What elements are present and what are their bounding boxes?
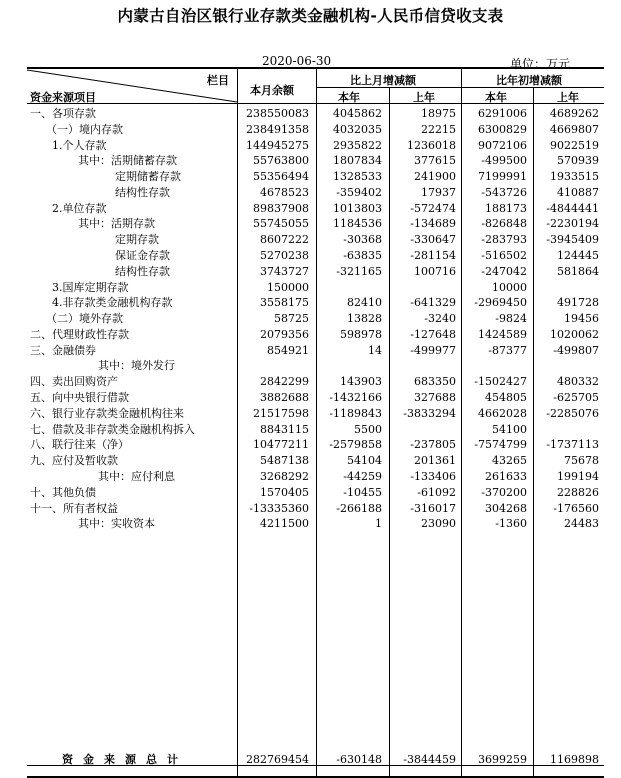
table-row [0,280,621,295]
row-label: 其中：实收资本 [78,517,155,531]
cell-ytd-this: -826848 [481,217,527,231]
cell-ytd-this: -370200 [481,485,527,499]
cell-mom-last: 377615 [414,154,456,168]
cell-ytd-this: -499500 [481,154,527,168]
table-row [0,264,621,279]
cell-ytd-this: 43265 [492,454,527,468]
cell-ytd-this: 7199991 [478,170,527,184]
header-vs-last-month: 比上月增减额 [350,74,416,87]
cell-ytd-last: 480332 [557,375,599,389]
row-label: 其中：活期存款 [78,217,155,231]
cell-mom-last: 327688 [414,391,456,405]
cell-balance: 21517598 [253,406,309,420]
header-mom-this-year: 本年 [338,91,360,104]
header-vs-year-start: 比年初增减额 [496,74,562,87]
table-row [0,437,621,452]
table-row [0,216,621,231]
cell-mom-last: 683350 [414,375,456,389]
cell-ytd-this: 188173 [485,201,527,215]
row-label: 十、其他负债 [30,485,96,499]
cell-ytd-last: 1933515 [550,170,599,184]
table-row [0,485,621,500]
cell-mom-last: -3240 [424,312,456,326]
cell-mom-this: -2579858 [329,438,382,452]
table-row [0,358,621,373]
table-row [0,422,621,437]
cell-ytd-this: -247042 [481,264,527,278]
row-label: 1.个人存款 [52,138,107,152]
row-label: （二）境外存款 [46,312,123,326]
row-label: 五、向中央银行借款 [30,391,129,405]
header-mom-last-year: 上年 [413,91,435,104]
cell-ytd-last: 19456 [564,312,599,326]
cell-mom-this: -30368 [343,233,382,247]
cell-mom-last: -61092 [417,485,456,499]
cell-mom-this: 1 [375,517,382,531]
cell-ytd-last: -499807 [553,343,599,357]
cell-mom-this: 54104 [347,454,382,468]
row-label: 十一、所有者权益 [30,501,118,515]
cell-balance: 8607222 [260,233,309,247]
cell-mom-last: -641329 [410,296,456,310]
cell-ytd-this: 261633 [485,469,527,483]
cell-mom-last: -281154 [410,249,456,263]
table-row [0,201,621,216]
cell-ytd-last: 24483 [564,517,599,531]
cell-ytd-last: 9022519 [550,138,599,152]
cell-balance: 5487138 [260,454,309,468]
cell-ytd-this: 454805 [485,391,527,405]
row-label: 其中：活期储蓄存款 [78,154,177,168]
cell-mom-last: -316017 [410,501,456,515]
cell-balance: 55356494 [253,170,309,184]
cell-mom-this: 4032035 [333,122,382,136]
cell-ytd-last: -2285076 [546,406,599,420]
cell-mom-this: 82410 [347,296,382,310]
row-label: 2.单位存款 [52,201,107,215]
cell-balance: 58725 [274,312,309,326]
cell-balance: 150000 [267,280,309,294]
cell-ytd-last: 1020062 [550,327,599,341]
header-ytd-this-year: 本年 [485,91,507,104]
header-balance: 本月余额 [250,84,294,97]
cell-balance: 2079356 [260,327,309,341]
cell-ytd-this: -283793 [481,233,527,247]
total-mom-last: -3844459 [403,753,456,766]
row-label: 其中：应付利息 [98,469,175,483]
cell-balance: 238491358 [246,122,309,136]
row-label: 六、银行业存款类金融机构往来 [30,406,184,420]
table-row [0,374,621,389]
total-mom-this: -630148 [336,753,382,766]
cell-ytd-last: -3945409 [546,233,599,247]
cell-mom-last: -133406 [410,469,456,483]
cell-mom-this: -321165 [336,264,382,278]
cell-balance: 3268292 [260,469,309,483]
cell-mom-last: -499977 [410,343,456,357]
cell-mom-this: -1189843 [329,406,382,420]
row-label: 定期储蓄存款 [115,170,181,184]
cell-ytd-last: 199194 [557,469,599,483]
row-label: 七、借款及非存款类金融机构拆入 [30,422,195,436]
table-row [0,311,621,326]
cell-ytd-last: 124445 [557,249,599,263]
cell-mom-last: 18975 [421,107,456,120]
table-row [0,501,621,516]
cell-balance: 1570405 [260,485,309,499]
cell-mom-last: -330647 [410,233,456,247]
cell-mom-last: 17937 [421,185,456,199]
cell-ytd-this: 10000 [492,280,527,294]
cell-ytd-last: -4844441 [546,201,599,215]
cell-balance: 4678523 [260,185,309,199]
row-label: （一）境内存款 [46,122,123,136]
cell-mom-this: -63835 [343,249,382,263]
table-row [0,122,621,137]
cell-balance: 3882688 [260,391,309,405]
cell-ytd-this: 1424589 [478,327,527,341]
row-label: 3.国库定期存款 [52,280,129,294]
table-row [0,169,621,184]
cell-ytd-last: 75678 [564,454,599,468]
cell-ytd-last: -1737113 [546,438,599,452]
table-row [0,106,621,121]
cell-balance: 144945275 [246,138,309,152]
cell-mom-this: -10455 [343,485,382,499]
cell-ytd-last: 581864 [557,264,599,278]
table-row [0,232,621,247]
cell-balance: 55745055 [253,217,309,231]
cell-mom-this: -1432166 [329,391,382,405]
row-label: 三、金融债券 [30,343,96,357]
table-row [0,138,621,153]
cell-ytd-this: -1360 [495,517,527,531]
cell-ytd-this: -2969450 [474,296,527,310]
cell-mom-last: -237805 [410,438,456,452]
cell-mom-last: 100716 [414,264,456,278]
cell-ytd-this: -7574799 [474,438,527,452]
table-row [0,516,621,531]
table-row [0,327,621,342]
cell-mom-this: 1184536 [333,217,382,231]
total-row [0,752,621,767]
cell-ytd-this: -516502 [481,249,527,263]
cell-ytd-last: 228826 [557,485,599,499]
cell-mom-this: 1328533 [333,170,382,184]
cell-ytd-this: -543726 [481,185,527,199]
report-date: 2020-06-30 [262,54,332,68]
cell-ytd-last: -625705 [553,391,599,405]
table-row [0,390,621,405]
cell-mom-this: 4045862 [333,107,382,120]
cell-mom-last: 241900 [414,170,456,184]
row-label: 结构性存款 [115,185,170,199]
cell-ytd-this: -87377 [488,343,527,357]
row-label: 二、代理财政性存款 [30,327,129,341]
cell-mom-last: 23090 [421,517,456,531]
total-label: 资金来源总计 [62,753,188,766]
cell-mom-this: 13828 [347,312,382,326]
report-title: 内蒙古自治区银行业存款类金融机构-人民币信贷收支表 [117,7,504,25]
row-label: 保证金存款 [115,249,170,263]
row-label: 八、联行往来（净） [30,438,129,452]
cell-mom-this: -359402 [336,185,382,199]
cell-ytd-last: -176560 [553,501,599,515]
cell-mom-last: 22215 [421,122,456,136]
cell-mom-this: 1013803 [333,201,382,215]
total-balance: 282769454 [246,753,309,766]
cell-balance: 3558175 [260,296,309,310]
cell-ytd-this: -9824 [495,312,527,326]
cell-mom-this: 598978 [340,327,382,341]
cell-balance: 2842299 [260,375,309,389]
row-label: 4.非存款类金融机构存款 [52,296,173,310]
cell-mom-this: 5500 [354,422,382,436]
cell-mom-this: -44259 [343,469,382,483]
header-col-label: 栏目 [207,74,229,87]
cell-balance: 4211500 [260,517,309,531]
cell-balance: 55763800 [253,154,309,168]
table-row [0,295,621,310]
table-row [0,406,621,421]
cell-mom-this: 143903 [340,375,382,389]
header-row-label: 资金来源项目 [30,91,96,104]
row-label: 定期存款 [115,233,159,247]
row-label: 结构性存款 [115,264,170,278]
cell-ytd-this: -1502427 [474,375,527,389]
unit-label: 单位：万元 [510,57,571,71]
cell-ytd-this: 9072106 [478,138,527,152]
cell-mom-this: 14 [368,343,382,357]
table-row [0,153,621,168]
cell-ytd-this: 6300829 [478,122,527,136]
cell-mom-last: 201361 [414,454,456,468]
cell-mom-last: -127648 [410,327,456,341]
cell-balance: 10477211 [253,438,309,452]
row-label: 其中：境外发行 [98,359,175,373]
cell-mom-last: -572474 [410,201,456,215]
cell-balance: 854921 [267,343,309,357]
cell-ytd-last: 570939 [557,154,599,168]
cell-ytd-this: 304268 [485,501,527,515]
cell-ytd-this: 4662028 [478,406,527,420]
cell-mom-last: 1236018 [407,138,456,152]
row-label: 九、应付及暂收款 [30,454,118,468]
cell-balance: 8843115 [260,422,309,436]
cell-balance: 3743727 [260,264,309,278]
total-ytd-this: 3699259 [478,753,527,766]
table-row [0,248,621,263]
row-label: 一、各项存款 [30,107,96,120]
cell-balance: 5270238 [260,249,309,263]
cell-ytd-last: 410887 [557,185,599,199]
cell-ytd-this: 54100 [492,422,527,436]
table-row [0,453,621,468]
cell-balance: 238550083 [246,107,309,120]
table-row [0,185,621,200]
table-row [0,469,621,484]
cell-mom-last: -134689 [410,217,456,231]
cell-balance: 89837908 [253,201,309,215]
cell-ytd-this: 6291006 [478,107,527,120]
cell-mom-last: -3833294 [403,406,456,420]
cell-balance: -13335360 [249,501,309,515]
cell-mom-this: 2935822 [333,138,382,152]
cell-mom-this: 1807834 [333,154,382,168]
total-ytd-last: 1169898 [550,753,599,766]
cell-ytd-last: 4689262 [550,107,599,120]
row-label: 四、卖出回购资产 [30,375,118,389]
table-row [0,343,621,358]
cell-mom-this: -266188 [336,501,382,515]
header-ytd-last-year: 上年 [557,91,579,104]
cell-ytd-last: 491728 [557,296,599,310]
cell-ytd-last: -2230194 [546,217,599,231]
cell-ytd-last: 4669807 [550,122,599,136]
